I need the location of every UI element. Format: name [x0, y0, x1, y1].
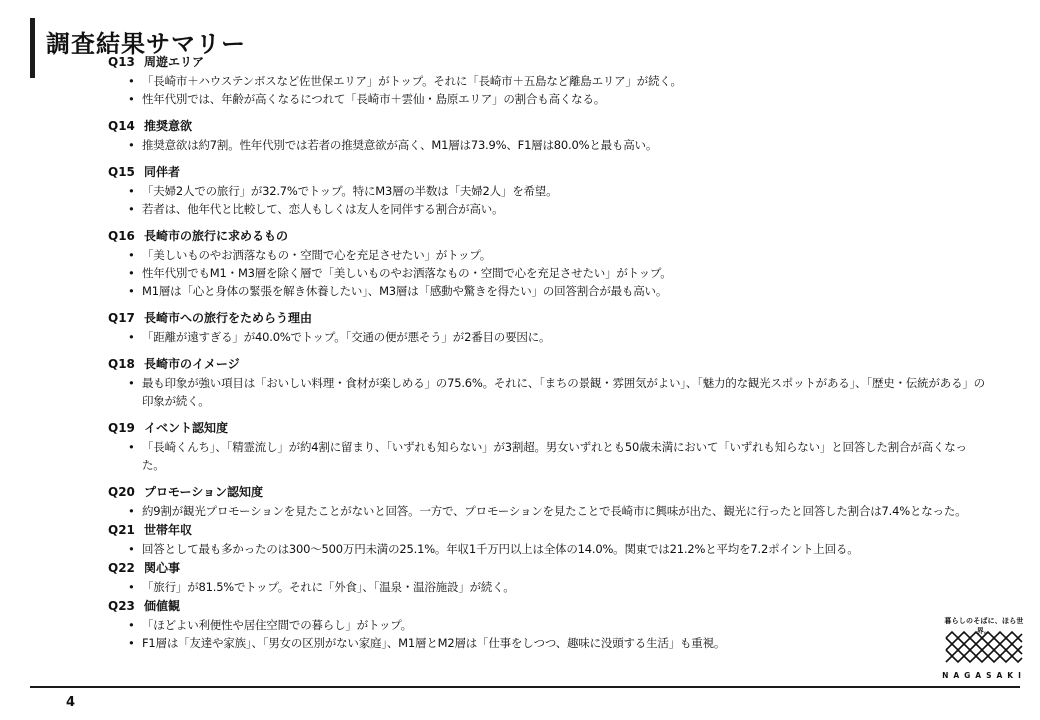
- section-heading: [108, 596, 988, 616]
- bullet-item: • 「長崎市＋ハウステンボスなど佐世保エリア」がトップ。それに「長崎市＋五島など離島エリア」が続く。: [108, 72, 988, 90]
- section-q20: [108, 482, 988, 520]
- bullet-item: • 若者は、他年代と比較して、恋人もしくは友人を同伴する割合が高い。: [108, 200, 988, 218]
- bullet-list: [108, 374, 988, 410]
- bullet-list: [108, 616, 988, 652]
- question-title: 長崎市のイメージ: [144, 357, 240, 371]
- footer-divider: [30, 686, 1020, 688]
- brand-logo: [938, 614, 1030, 684]
- question-title: 世帯年収: [144, 523, 193, 537]
- section-q14: [108, 116, 988, 154]
- bullet-list: [108, 246, 988, 300]
- question-title: 同伴者: [144, 165, 181, 179]
- bullet-item: • F1層は「友達や家族」、「男女の区別がない家庭」、M1層とM2層は「仕事をしつつ、趣味に没頭する生活」も重視。: [108, 634, 988, 652]
- bullet-list: [108, 72, 988, 108]
- section-q15: [108, 162, 988, 218]
- question-number: Q14: [108, 119, 135, 133]
- question-number: Q23: [108, 599, 135, 613]
- brand-tagline: 暮らしのそばに、ほら世界。: [944, 617, 1024, 635]
- question-title: 価値観: [144, 599, 181, 613]
- bullet-item: • 「夫婦2人での旅行」が32.7%でトップ。特にM3層の半数は「夫婦2人」を希望。: [108, 182, 988, 200]
- bullet-item: • 推奨意欲は約7割。性年代別では若者の推奨意欲が高く、M1層は73.9%、F1層は80.0%と最も高い。: [108, 136, 988, 154]
- question-number: Q19: [108, 421, 135, 435]
- question-title: プロモーション認知度: [144, 485, 264, 499]
- bullet-list: [108, 136, 988, 154]
- section-q23: [108, 596, 988, 652]
- section-heading: [108, 520, 988, 540]
- page-number: 4: [66, 695, 76, 710]
- bullet-item: • 「距離が遠すぎる」が40.0%でトップ。「交通の便が悪そう」が2番目の要因に。: [108, 328, 988, 346]
- bullet-list: [108, 502, 988, 520]
- question-title: 長崎市への旅行をためらう理由: [144, 311, 313, 325]
- section-q22: [108, 558, 988, 596]
- bullet-item: • 「美しいものやお洒落なもの・空間で心を充足させたい」がトップ。: [108, 246, 988, 264]
- bullet-item: • M1層は「心と身体の緊張を解き休養したい」、M3層は「感動や驚きを得たい」の回答割合が最も高い。: [108, 282, 988, 300]
- bullet-item: • 「旅行」が81.5%でトップ。それに「外食」、「温泉・温浴施設」が続く。: [108, 578, 988, 596]
- section-q19: [108, 418, 988, 474]
- section-q21: [108, 520, 988, 558]
- summary-content: [108, 52, 988, 652]
- section-q18: [108, 354, 988, 410]
- section-heading: [108, 52, 988, 72]
- bullet-item: • 回答として最も多かったのは300～500万円未満の25.1%。年収1千万円以上は全体の14.0%。関東では21.2%と平均を7.2ポイント上回る。: [108, 540, 988, 558]
- question-number: Q21: [108, 523, 135, 537]
- question-number: Q17: [108, 311, 135, 325]
- bullet-item: • 性年代別でもM1・M3層を除く層で「美しいものやお洒落なもの・空間で心を充足させたい」がトップ。: [108, 264, 988, 282]
- bullet-list: [108, 438, 988, 474]
- page-title: 調査結果サマリー: [46, 30, 246, 58]
- question-number: Q13: [108, 55, 135, 69]
- bullet-list: [108, 540, 988, 558]
- question-number: Q22: [108, 561, 135, 575]
- question-title: 周遊エリア: [144, 55, 205, 69]
- section-heading: [108, 354, 988, 374]
- section-q17: [108, 308, 988, 346]
- bullet-item: • 約9割が観光プロモーションを見たことがないと回答。一方で、プロモーションを見たことで長崎市に興味が出た、観光に行ったと回答した割合は7.4%となった。: [108, 502, 988, 520]
- section-heading: [108, 226, 988, 246]
- bullet-list: [108, 182, 988, 218]
- section-q13: [108, 52, 988, 108]
- section-heading: [108, 558, 988, 578]
- bullet-item: • 「長崎くんち」、「精霊流し」が約4割に留まり、「いずれも知らない」が3割超。男女いずれとも50歳未満において「いずれも知らない」と回答した割合が高くなった。: [108, 438, 988, 474]
- section-q16: [108, 226, 988, 300]
- section-heading: [108, 162, 988, 182]
- question-number: Q16: [108, 229, 135, 243]
- bullet-list: [108, 578, 988, 596]
- question-title: 推奨意欲: [144, 119, 193, 133]
- section-heading: [108, 116, 988, 136]
- title-accent-bar: [30, 18, 35, 78]
- question-title: 長崎市の旅行に求めるもの: [144, 229, 289, 243]
- bullet-item: • 「ほどよい利便性や居住空間での暮らし」がトップ。: [108, 616, 988, 634]
- question-title: 関心事: [144, 561, 181, 575]
- question-title: イベント認知度: [144, 421, 229, 435]
- question-number: Q15: [108, 165, 135, 179]
- bullet-item: • 最も印象が強い項目は「おいしい料理・食材が楽しめる」の75.6%。それに、「まちの景観・雰囲気がよい」、「魅力的な観光スポットがある」、「歴史・伝統がある」の印象が続く。: [108, 374, 988, 410]
- section-heading: [108, 482, 988, 502]
- brand-name: NAGASAKI: [942, 671, 1026, 680]
- bullet-item: • 性年代別では、年齢が高くなるにつれて「長崎市＋雲仙・島原エリア」の割合も高くなる。: [108, 90, 988, 108]
- section-heading: [108, 418, 988, 438]
- question-number: Q18: [108, 357, 135, 371]
- section-heading: [108, 308, 988, 328]
- bullet-list: [108, 328, 988, 346]
- nagasaki-wave-logo-icon: [944, 630, 1024, 664]
- question-number: Q20: [108, 485, 135, 499]
